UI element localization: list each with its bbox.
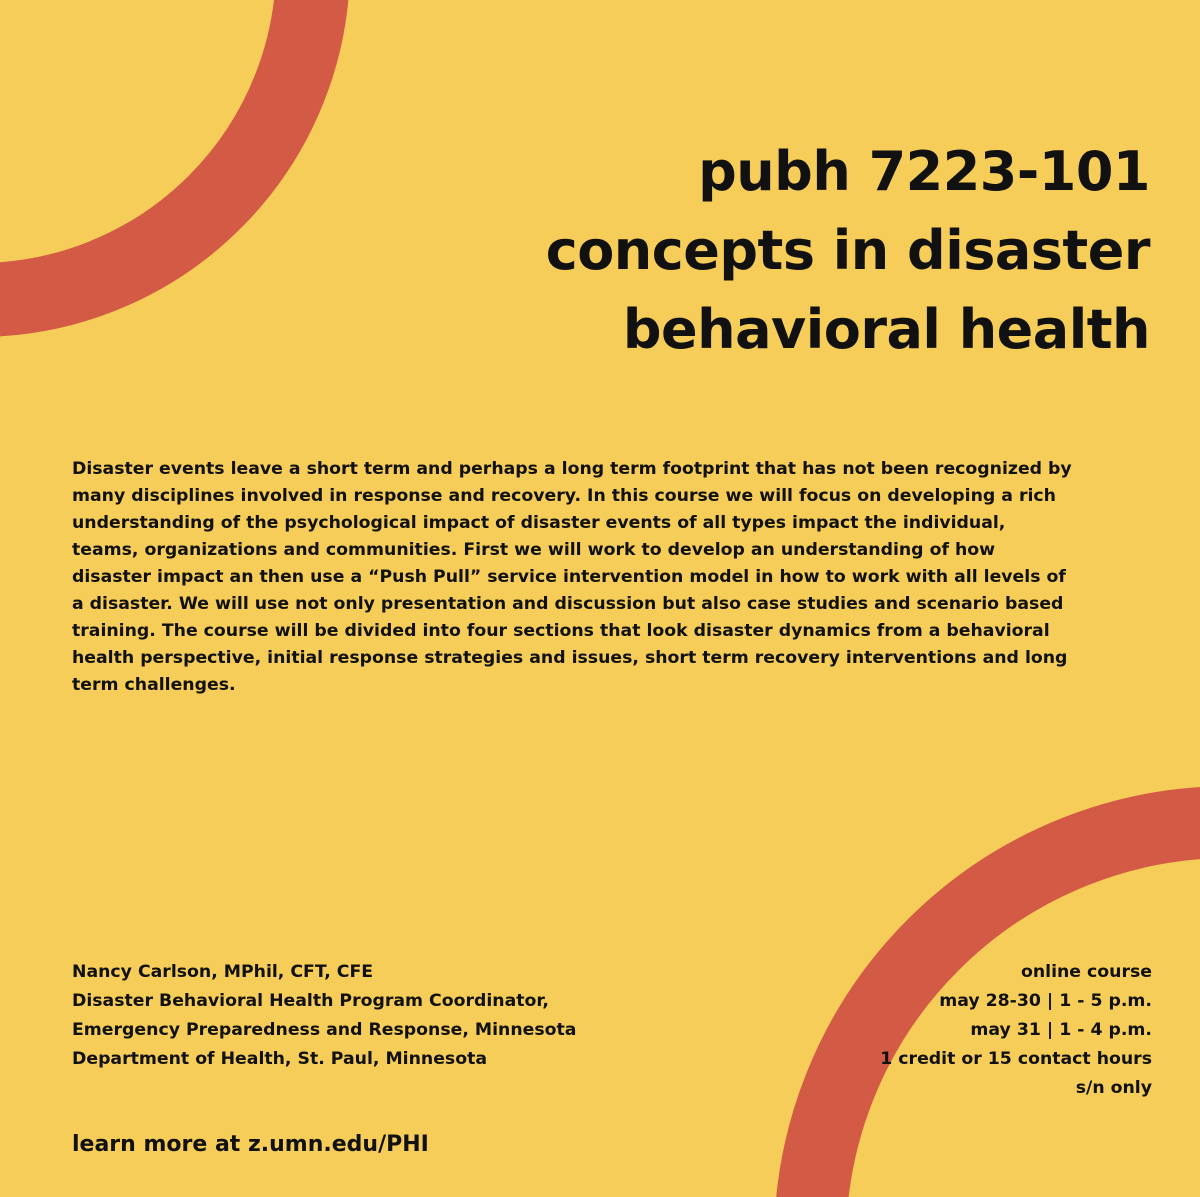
course-description: Disaster events leave a short term and perhaps a long term footprint that has not been recognized by many disciplines involved in response and recovery. In this course we will focus on developing a rich understanding of the psychological impact of disaster events of all types impact the individual, teams, organizations and communities. First we will work to develop an understanding of how disaster impact an then use a “Push Pull” service intervention model in how to work with all levels of a disaster. We will use not only presentation and discussion but also case studies and scenario based training. The course will be divided into four sections that look disaster dynamics from a behavioral health perspective, initial response strategies and issues, short term recovery interventions and long term challenges. [72,459,1072,695]
course-name-line1: concepts in disaster [545,219,1150,282]
instructor-info [72,958,576,1074]
learn-more-link[interactable]: learn more at z.umn.edu/PHI [72,1132,429,1157]
instructor-title: Disaster Behavioral Health Program Coordinator, [72,991,549,1011]
session-dates-1: may 28-30 | 1 - 5 p.m. [939,991,1152,1011]
course-credit: 1 credit or 15 contact hours [880,1049,1152,1069]
session-dates-2: may 31 | 1 - 4 p.m. [970,1020,1152,1040]
instructor-department: Emergency Preparedness and Response, Minnesota [72,1020,577,1040]
top-left-arc [0,0,313,300]
instructor-organization: Department of Health, St. Paul, Minnesota [72,1049,487,1069]
instructor-name: Nancy Carlson, MPhil, CFT, CFE [72,962,374,982]
course-format: online course [1020,962,1152,982]
course-name-line2: behavioral health [622,298,1150,361]
course-title [546,132,1150,369]
course-code: pubh 7223-101 [698,140,1150,203]
grading-basis: s/n only [1075,1078,1152,1098]
course-schedule [880,958,1152,1103]
